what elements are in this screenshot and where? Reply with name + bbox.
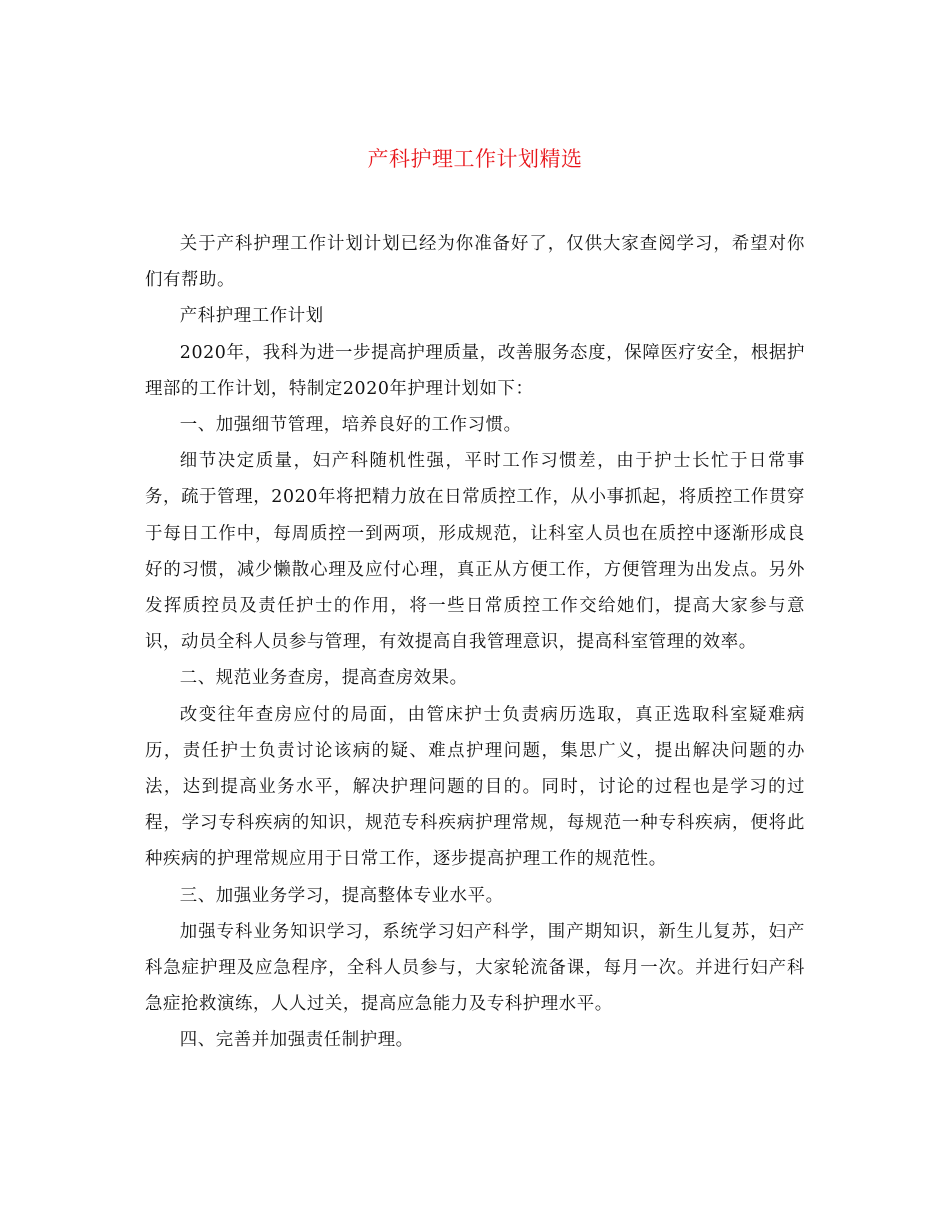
section-paragraph-3: 加强专科业务知识学习，系统学习妇产科学，围产期知识，新生儿复苏，妇产科急症护理及应急程序，全科人员参与，大家轮流备课，每月一次。并进行妇产科急症抢救演练，人人过关，提高应急能力及专科护理水平。 — [145, 921, 805, 1015]
section-heading-2: 二、规范业务查房，提高查房效果。 — [179, 668, 468, 689]
overview-paragraph: 2020年，我科为进一步提高护理质量，改善服务态度，保障医疗安全，根据护理部的工作计划，特制定2020年护理计划如下： — [145, 342, 805, 399]
intro-paragraph: 关于产科护理工作计划计划已经为你准备好了，仅供大家查阅学习，希望对你们有帮助。 — [145, 234, 805, 291]
section-paragraph-2: 改变往年查房应付的局面，由管床护士负责病历选取，真正选取科室疑难病历，责任护士负责讨论该病的疑、难点护理问题，集思广义，提出解决问题的办法，达到提高业务水平，解决护理问题的目的。同时，讨论的过程也是学习的过程，学习专科疾病的知识，规范专科疾病护理常规，每规范一种专科疾病，便将此种疾病的护理常规应用于日常工作，逐步提高护理工作的规范性。 — [145, 704, 805, 870]
section-paragraph-1: 细节决定质量，妇产科随机性强，平时工作习惯差，由于护士长忙于日常事务，疏于管理，2020年将把精力放在日常质控工作，从小事抓起，将质控工作贯穿于每日工作中，每周质控一到两项，形成规范，让科室人员也在质控中逐渐形成良好的习惯，减少懒散心理及应付心理，真正从方便工作，方便管理为出发点。另外发挥质控员及责任护士的作用，将一些日常质控工作交给她们，提高大家参与意识，动员全科人员参与管理，有效提高自我管理意识，提高科室管理的效率。 — [145, 451, 805, 653]
document-body — [145, 226, 805, 1059]
section-heading-3: 三、加强业务学习，提高整体专业水平。 — [179, 885, 504, 906]
plan-heading: 产科护理工作计划 — [179, 306, 324, 327]
document-title: 产科护理工作计划精选 — [367, 147, 583, 171]
section-heading-1: 一、加强细节管理，培养良好的工作习惯。 — [179, 415, 522, 436]
section-heading-4: 四、完善并加强责任制护理。 — [179, 1030, 414, 1051]
